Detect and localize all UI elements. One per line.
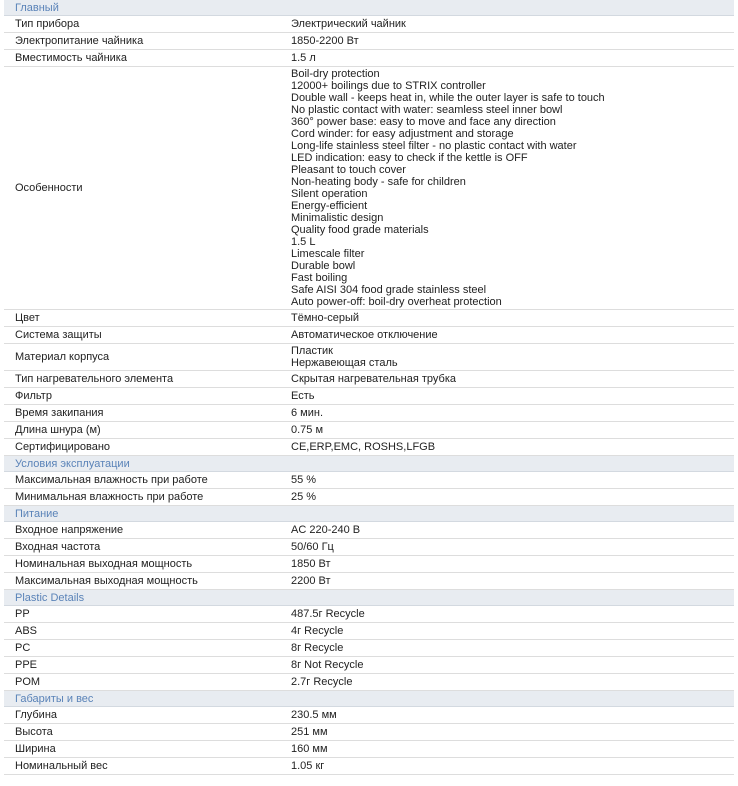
spec-value-line: Автоматическое отключение [291, 329, 438, 341]
spec-row [4, 657, 734, 674]
spec-label: Материал корпуса [15, 351, 110, 363]
spec-label: PPE [15, 659, 38, 671]
spec-value-line: AC 220-240 В [291, 524, 361, 536]
spec-value [291, 741, 734, 757]
spec-value [291, 758, 734, 774]
spec-value [291, 16, 734, 32]
spec-value [291, 674, 734, 690]
spec-row [4, 606, 734, 623]
spec-value-line: 55 % [291, 474, 317, 486]
spec-value [291, 556, 734, 572]
spec-row [4, 67, 734, 310]
spec-row [4, 489, 734, 506]
spec-value-line: Minimalistic design [291, 212, 384, 224]
spec-value-line: Double wall - keeps heat in, while the outer layer is safe to touch [291, 92, 605, 104]
spec-value [291, 67, 734, 309]
section-header: Условия эксплуатации [4, 456, 734, 472]
spec-value-line: 25 % [291, 491, 317, 503]
spec-value-line: 8г Not Recycle [291, 659, 364, 671]
spec-value [291, 623, 734, 639]
specifications-table [4, 0, 734, 775]
spec-value-line: Durable bowl [291, 260, 356, 272]
spec-value-line: 1.5 л [291, 52, 316, 64]
spec-row [4, 388, 734, 405]
spec-value-line: Non-heating body - safe for children [291, 176, 466, 188]
spec-value [291, 472, 734, 488]
spec-label: Тип нагревательного элемента [15, 373, 174, 385]
spec-value [291, 573, 734, 589]
spec-value-line: Boil-dry protection [291, 68, 380, 80]
spec-value-line: Cord winder: for easy adjustment and storage [291, 128, 514, 140]
section-header: Главный [4, 0, 734, 16]
spec-value-line: 4г Recycle [291, 625, 344, 637]
spec-value [291, 327, 734, 343]
spec-value-line: Pleasant to touch cover [291, 164, 406, 176]
spec-value-line: 2.7г Recycle [291, 676, 353, 688]
spec-label: POM [15, 676, 41, 688]
spec-label: Система защиты [15, 329, 102, 341]
spec-label: Глубина [15, 709, 58, 721]
spec-value [291, 344, 734, 370]
spec-value [291, 439, 734, 455]
spec-row [4, 724, 734, 741]
spec-value-line: 12000+ boilings due to STRIX controller [291, 80, 486, 92]
spec-label: Минимальная влажность при работе [15, 491, 204, 503]
spec-value-line: 6 мин. [291, 407, 324, 419]
spec-value-line: 160 мм [291, 743, 328, 755]
spec-row [4, 758, 734, 775]
spec-value [291, 606, 734, 622]
spec-value-line: 1850-2200 Вт [291, 35, 359, 47]
spec-value-line: 1.05 кг [291, 760, 325, 772]
spec-row [4, 327, 734, 344]
spec-label: Фильтр [15, 390, 52, 402]
spec-value [291, 522, 734, 538]
spec-label: PC [15, 642, 31, 654]
spec-label: Номинальная выходная мощность [15, 558, 193, 570]
spec-row [4, 50, 734, 67]
spec-value-line: 360° power base: easy to move and face any direction [291, 116, 556, 128]
spec-label: Номинальный вес [15, 760, 108, 772]
spec-value-line: Скрытая нагревательная трубка [291, 373, 457, 385]
spec-row [4, 472, 734, 489]
spec-value-line: 487.5г Recycle [291, 608, 365, 620]
spec-label: Входная частота [15, 541, 101, 553]
spec-label: Ширина [15, 743, 56, 755]
spec-value-line: Fast boiling [291, 272, 348, 284]
spec-label: Время закипания [15, 407, 104, 419]
spec-value [291, 405, 734, 421]
spec-label: Максимальная влажность при работе [15, 474, 208, 486]
spec-value-line: 0.75 м [291, 424, 324, 436]
spec-value-line: Пластик [291, 345, 333, 357]
spec-label: Цвет [15, 312, 40, 324]
section-header: Габариты и вес [4, 691, 734, 707]
spec-value [291, 640, 734, 656]
spec-label: Особенности [15, 182, 83, 194]
spec-value [291, 724, 734, 740]
spec-value-line: Тёмно-серый [291, 312, 360, 324]
spec-label: ABS [15, 625, 38, 637]
section-header: Питание [4, 506, 734, 522]
spec-value-line: 2200 Вт [291, 575, 331, 587]
spec-row [4, 573, 734, 590]
spec-value [291, 371, 734, 387]
spec-value [291, 310, 734, 326]
spec-row [4, 556, 734, 573]
spec-value-line: Электрический чайник [291, 18, 406, 30]
spec-value [291, 489, 734, 505]
spec-value-line: No plastic contact with water: seamless steel inner bowl [291, 104, 563, 116]
spec-row [4, 741, 734, 758]
spec-value [291, 657, 734, 673]
spec-value-line: Нержавеющая сталь [291, 357, 398, 369]
spec-label: Электропитание чайника [15, 35, 144, 47]
spec-value [291, 50, 734, 66]
spec-row [4, 344, 734, 371]
spec-value-line: Energy-efficient [291, 200, 368, 212]
spec-value-line: CE,ERP,EMC, ROSHS,LFGB [291, 441, 436, 453]
spec-row [4, 371, 734, 388]
spec-row [4, 422, 734, 439]
spec-row [4, 33, 734, 50]
spec-row [4, 674, 734, 691]
spec-value-line: 8г Recycle [291, 642, 344, 654]
section-header: Plastic Details [4, 590, 734, 606]
spec-row [4, 539, 734, 556]
spec-label: Входное напряжение [15, 524, 124, 536]
spec-row [4, 439, 734, 456]
spec-value-line: Silent operation [291, 188, 368, 200]
spec-value-line: Limescale filter [291, 248, 365, 260]
spec-label: PP [15, 608, 30, 620]
spec-value-line: 251 мм [291, 726, 328, 738]
spec-value-line: LED indication: easy to check if the kettle is OFF [291, 152, 528, 164]
spec-row [4, 640, 734, 657]
spec-label: Высота [15, 726, 53, 738]
spec-value-line: 50/60 Гц [291, 541, 334, 553]
spec-value [291, 388, 734, 404]
spec-value-line: Auto power-off: boil-dry overheat protection [291, 296, 502, 308]
spec-value [291, 422, 734, 438]
spec-value-line: Long-life stainless steel filter - no plastic contact with water [291, 140, 577, 152]
spec-value [291, 707, 734, 723]
spec-value-line: 230.5 мм [291, 709, 337, 721]
spec-label: Вместимость чайника [15, 52, 127, 64]
spec-value-line: 1.5 L [291, 236, 316, 248]
spec-row [4, 522, 734, 539]
spec-row [4, 310, 734, 327]
spec-value-line: Есть [291, 390, 315, 402]
spec-row [4, 623, 734, 640]
spec-row [4, 707, 734, 724]
spec-value-line: Safe AISI 304 food grade stainless steel [291, 284, 487, 296]
spec-label: Максимальная выходная мощность [15, 575, 198, 587]
spec-label: Тип прибора [15, 18, 80, 30]
spec-label: Длина шнура (м) [15, 424, 101, 436]
spec-row [4, 405, 734, 422]
spec-row [4, 16, 734, 33]
spec-value [291, 539, 734, 555]
spec-label: Сертифицировано [15, 441, 111, 453]
spec-value-line: Quality food grade materials [291, 224, 429, 236]
spec-value [291, 33, 734, 49]
spec-value-line: 1850 Вт [291, 558, 331, 570]
